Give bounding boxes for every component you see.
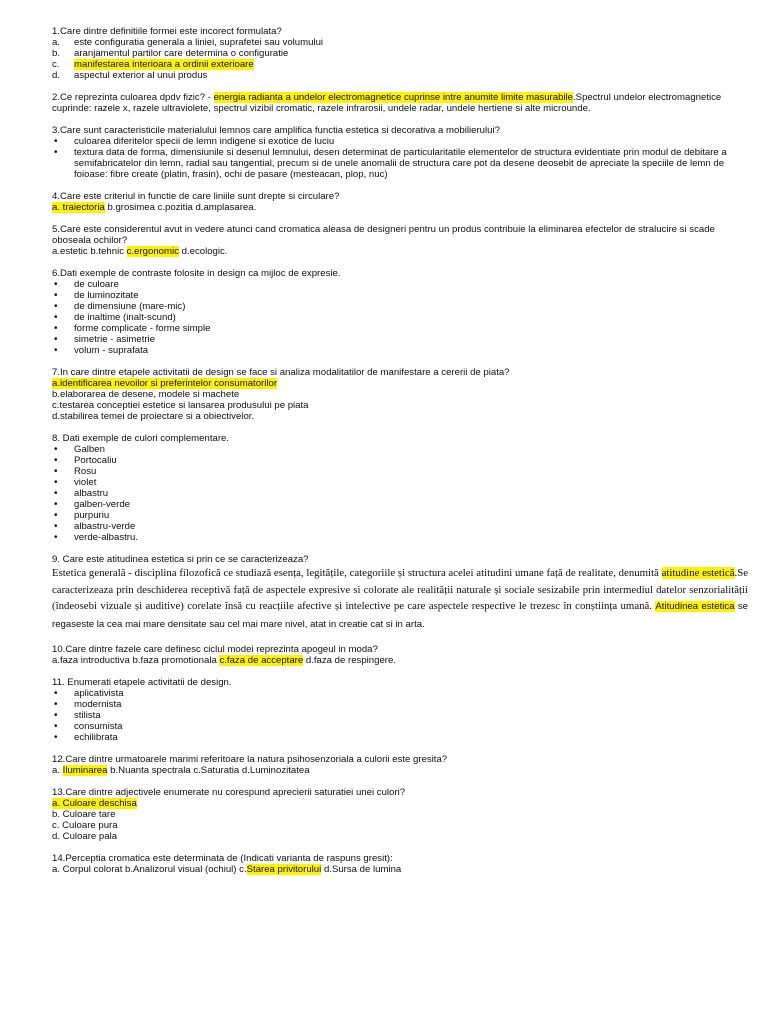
question-12: 12.Care dintre urmatoarele marimi referitoare la natura psihosenzoriala a culorii este gresita? a. Iluminarea b.Nuanta spectrala c.Saturatia d.Luminozitatea: [52, 754, 748, 776]
option-line: c.testarea conceptiei estetice si lansarea produsului pe piata: [52, 400, 309, 411]
question-8: [52, 433, 748, 543]
question-2: [52, 92, 748, 114]
list-item: • Galben: [52, 444, 748, 455]
option-line: d.stabilirea temei de proiectare si a obiectivelor.: [52, 411, 255, 422]
question-11-title: 11. Enumerati etapele activitatii de design.: [52, 677, 232, 688]
highlighted-answer: a. Culoare deschisa: [52, 798, 137, 809]
question-3-title: 3.Care sunt caracteristicile materialului lemnos care amplifica functia estetica si decorativa a mobilierului?: [52, 125, 500, 136]
list-item: • de inaltime (inalt-scund): [52, 312, 748, 323]
list-item: • consumista: [52, 721, 748, 732]
option-line: b.elaborarea de desene, modele si machete: [52, 389, 240, 400]
question-6: [52, 268, 748, 356]
highlighted-answer: Starea privitorului: [246, 864, 322, 875]
highlighted-answer: atitudine estetică: [661, 567, 735, 579]
list-item: • echilibrata: [52, 732, 748, 743]
question-3-list: [52, 136, 748, 180]
list-item: • modernista: [52, 699, 748, 710]
question-3: [52, 125, 748, 180]
list-item: • albastru-verde: [52, 521, 748, 532]
question-9-answer: Estetica generală - disciplina filozofică ce studiază esența, legitățile, categoriile și structura acelei atitudini umane față de realitate, denumită atitudine estetică.Se caracterizeaza prin deschiderea receptivă față de aspectele expresive si colorate ale realității naturale și sociale sesizabile prin intermediul datelor senzorialității (îndeosebi vizuale și auditive) corelate însă cu reacțiile afective și intelective pe care aspectele respective le trezesc în conștiința umană. Atitudinea estetica se regaseste la cea mai mare densitate sau cel mai mare nivel, atat in creatie cat si in arta.: [52, 567, 748, 630]
highlighted-answer: c.faza de acceptare: [219, 655, 304, 666]
list-item: • de dimensiune (mare-mic): [52, 301, 748, 312]
highlighted-answer: a.identificarea nevoilor si preferintelor consumatorilor: [52, 378, 278, 389]
option-line: d. Culoare pala: [52, 831, 118, 842]
list-item: • de culoare: [52, 279, 748, 290]
list-item: • Rosu: [52, 466, 748, 477]
list-item: • stilista: [52, 710, 748, 721]
highlighted-answer: Atitudinea estetica: [655, 601, 735, 612]
question-4-title: 4.Care este criteriul in functie de care liniile sunt drepte si circulare?: [52, 191, 340, 202]
question-2-text: .Spectrul undelor electromagnetice cuprinde: razele x, razele ultraviolete, spectrul vizibil cromatic, razele infrarosii, undele radar, undele hertiene si alte microunde.: [52, 92, 722, 114]
list-item: • volum - suprafata: [52, 345, 748, 356]
highlighted-answer: a. traiectoria: [52, 202, 105, 213]
option-c: c. manifestarea interioara a ordinii exterioare: [52, 59, 254, 70]
list-item: • culoarea diferitelor specii de lemn indigene si exotice de luciu: [52, 136, 748, 147]
question-8-title: 8. Dati exemple de culori complementare.: [52, 433, 230, 444]
option-b: b. aranjamentul partilor care determina o configuratie: [52, 48, 289, 59]
question-1: [52, 26, 748, 81]
list-item: • forme complicate - forme simple: [52, 323, 748, 334]
list-item: • verde-albastru.: [52, 532, 748, 543]
question-1-options: [52, 37, 748, 81]
question-11: [52, 677, 748, 743]
highlighted-answer: manifestarea interioara a ordinii exterioare: [74, 59, 254, 70]
question-7: [52, 367, 748, 422]
question-11-list: [52, 688, 748, 743]
question-10: 10.Care dintre fazele care definesc ciclul modei reprezinta apogeul in moda? a.faza introductiva b.faza promotionala c.faza de acceptare d.faza de respingere.: [52, 644, 748, 666]
highlighted-answer: c.ergonomic: [126, 246, 179, 257]
option-d: d. aspectul exterior al unui produs: [52, 70, 208, 81]
question-12-title: 12.Care dintre urmatoarele marimi referitoare la natura psihosenzoriala a culorii este gresita?: [52, 754, 448, 765]
option-line: b. Culoare tare: [52, 809, 116, 820]
list-item: • de luminozitate: [52, 290, 748, 301]
question-14: 14.Perceptia cromatica este determinata de (Indicati varianta de raspuns gresit): a. Corpul colorat b.Analizorul visual (ochiul) c.Starea privitorului d.Sursa de lumina: [52, 853, 748, 875]
question-5: 5.Care este considerentul avut in vedere atunci cand cromatica aleasa de designeri pentru un produs contribuie la eliminarea efectelor de stralucire si scade oboseala ochilor? a.estetic b.tehnic c.ergonomic d.ecologic.: [52, 224, 748, 257]
question-5-title: 5.Care este considerentul avut in vedere atunci cand cromatica aleasa de designeri pentru un produs contribuie la eliminarea efectelor de stralucire si scade oboseala ochilor?: [52, 224, 715, 246]
question-10-title: 10.Care dintre fazele care definesc ciclul modei reprezinta apogeul in moda?: [52, 644, 378, 655]
question-4: 4.Care este criteriul in functie de care liniile sunt drepte si circulare? a. traiectoria b.grosimea c.pozitia d.amplasarea.: [52, 191, 748, 213]
list-item: • Portocaliu: [52, 455, 748, 466]
question-14-title: 14.Perceptia cromatica este determinata de (Indicati varianta de raspuns gresit):: [52, 853, 393, 864]
question-7-title: 7.In care dintre etapele activitatii de design se face si analiza modalitatilor de manifestare a cererii de piata?: [52, 367, 510, 378]
list-item: • galben-verde: [52, 499, 748, 510]
question-9-title: 9. Care este atitudinea estetica si prin ce se caracterizeaza?: [52, 554, 309, 565]
list-item: • textura data de forma, dimensiunile si desenul lemnului, desen determinat de particularitatile elementelor de structura evidentiate prin modul de debitare a semifabricatelor din lemn, radial sau tangential, precum si de unele anomalii de structura care pot da desene deosebit de apreciate la speciile de lemn de foioase: fibre create (platin, frasin), ochi de pasare (mesteacan, plop, nuc): [52, 147, 748, 180]
question-6-list: [52, 279, 748, 356]
question-1-title: 1.Care dintre definitiile formei este incorect formulata?: [52, 26, 282, 37]
list-item: • violet: [52, 477, 748, 488]
list-item: • aplicativista: [52, 688, 748, 699]
question-2-title: 2.Ce reprezinta culoarea dpdv fizic? -: [52, 92, 214, 103]
list-item: • simetrie - asimetrie: [52, 334, 748, 345]
list-item: • albastru: [52, 488, 748, 499]
option-a: a. este configuratia generala a liniei, suprafetei sau volumului: [52, 37, 324, 48]
question-13: [52, 787, 748, 842]
question-8-list: [52, 444, 748, 543]
option-line: c. Culoare pura: [52, 820, 118, 831]
list-item: • purpuriu: [52, 510, 748, 521]
highlighted-answer: Iluminarea: [62, 765, 108, 776]
question-6-title: 6.Dati exemple de contraste folosite in design ca mijloc de expresie.: [52, 268, 341, 279]
question-13-title: 13.Care dintre adjectivele enumerate nu corespund aprecierii saturatiei unei culori?: [52, 787, 406, 798]
question-9: [52, 554, 748, 633]
highlighted-answer: energia radianta a undelor electromagnetice cuprinse intre anumite limite masurabile: [213, 92, 574, 103]
